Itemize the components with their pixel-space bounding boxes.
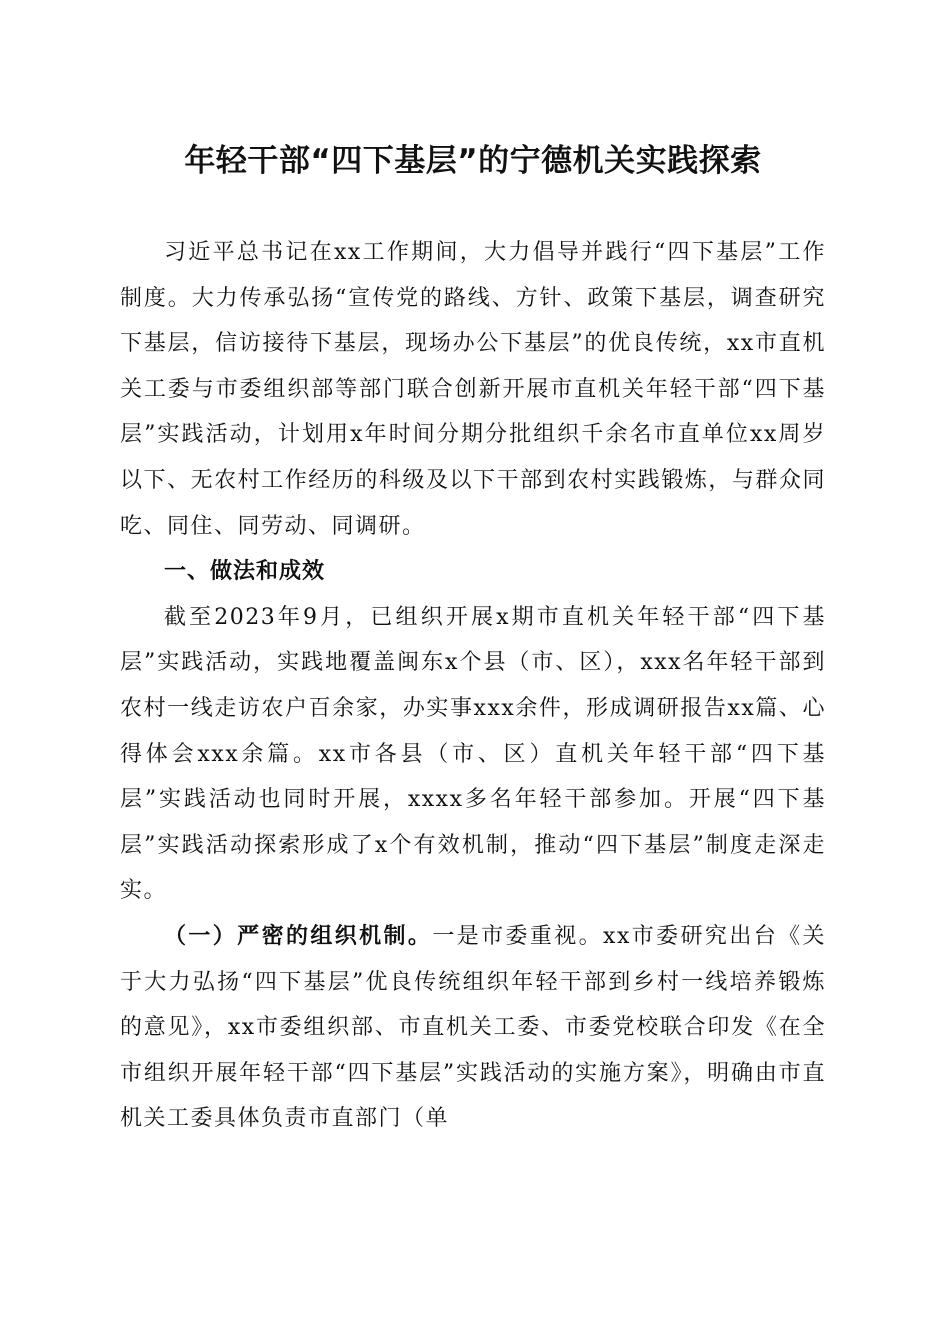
document-title: 年轻干部“四下基层”的宁德机关实践探索 (184, 143, 762, 179)
intro-paragraph: 习近平总书记在xx工作期间，大力倡导并践行“四下基层”工作制度。大力传承弘扬“宣传党的路线、方针、政策下基层，调查研究下基层，信访接待下基层，现场办公下基层”的优良传统，xx市直机关工委与市委组织部等部门联合创新开展市直机关年轻干部“四下基层”实践活动，计划用x年时间分期分批组织千余名市直单位xx周岁以下、无农村工作经历的科级及以下干部到农村实践锻炼，与群众同吃、同住、同劳动、同调研。 (120, 240, 826, 539)
document-body (120, 230, 826, 1142)
subsection-1-paragraph (120, 914, 826, 1142)
section-heading-1: 一、做法和成效 (164, 559, 326, 585)
subsection-1-text: 一是市委重视。xx市委研究出台《关于大力弘扬“四下基层”优良传统组织年轻干部到乡村一线培养锻炼的意见》，xx市委组织部、市直机关工委、市委党校联合印发《在全市组织开展年轻干部“四下基层”实践活动的实施方案》，明确由市直机关工委具体负责市直部门（单 (120, 923, 826, 1132)
section-1-paragraph: 截至2023年9月，已组织开展x期市直机关年轻干部“四下基层”实践活动，实践地覆盖闽东x个县（市、区），xxx名年轻干部到农村一线走访农户百余家，办实事xxx余件，形成调研报告xx篇、心得体会xxx余篇。xx市各县（市、区）直机关年轻干部“四下基层”实践活动也同时开展，xxxx多名年轻干部参加。开展“四下基层”实践活动探索形成了x个有效机制，推动“四下基层”制度走深走实。 (120, 604, 826, 904)
subsection-1-lead: （一）严密的组织机制。 (164, 923, 433, 949)
